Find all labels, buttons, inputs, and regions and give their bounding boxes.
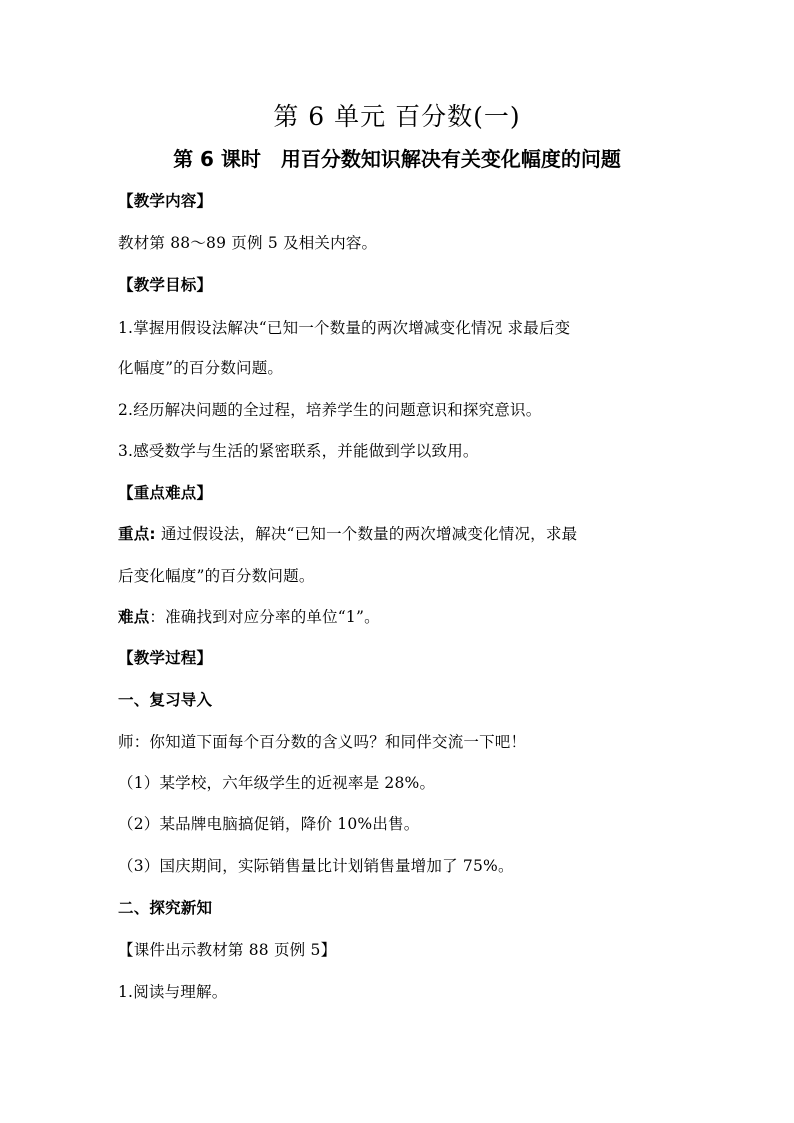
list-item: （2）某品牌电脑搞促销，降价 10%出售。 [118, 815, 420, 833]
list-item: （3）国庆期间，实际销售量比计划销售量增加了 75%。 [118, 857, 514, 875]
difficulty-text: ：准确找到对应分率的单位“1”。 [149, 608, 380, 626]
lesson-title: 用百分数知识解决有关变化幅度的问题 [280, 147, 621, 171]
focus-label: 重点: [118, 525, 156, 543]
difficulty-label: 难点 [118, 608, 150, 626]
lesson-title-line [0, 145, 794, 173]
teacher-line: 师：你知道下面每个百分数的含义吗？和同伴交流一下吧！ [118, 733, 527, 751]
goals-heading: 【教学目标】 [118, 276, 213, 294]
process-heading: 【教学过程】 [118, 649, 213, 667]
key-heading: 【重点难点】 [118, 484, 213, 502]
difficulty-line [118, 607, 694, 627]
goal-line: 1.掌握用假设法解决“已知一个数量的两次增减变化情况 求最后变 [118, 319, 571, 337]
courseware-line: 【课件出示教材第 88 页例 5】 [118, 941, 337, 959]
focus-line-2: 后变化幅度”的百分数问题。 [118, 567, 315, 585]
goal-line: 2.经历解决问题的全过程，培养学生的问题意识和探究意识。 [118, 401, 542, 419]
section1-heading: 一、复习导入 [118, 691, 213, 709]
focus-text: 通过假设法，解决“已知一个数量的两次增减变化情况，求最 [155, 525, 578, 543]
goal-line: 化幅度”的百分数问题。 [118, 359, 284, 377]
unit-title: 第 6 单元 百分数(一) [273, 102, 521, 131]
content-heading: 【教学内容】 [118, 192, 213, 210]
lesson-number: 第 6 课时 [173, 147, 261, 171]
content-text: 教材第 88～89 页例 5 及相关内容。 [118, 234, 378, 252]
section2-heading: 二、探究新知 [118, 899, 213, 917]
step-line: 1.阅读与理解。 [118, 983, 228, 1001]
list-item: （1）某学校，六年级学生的近视率是 28%。 [118, 774, 436, 792]
goal-line: 3.感受数学与生活的紧密联系，并能做到学以致用。 [118, 442, 479, 460]
focus-line [118, 524, 694, 544]
